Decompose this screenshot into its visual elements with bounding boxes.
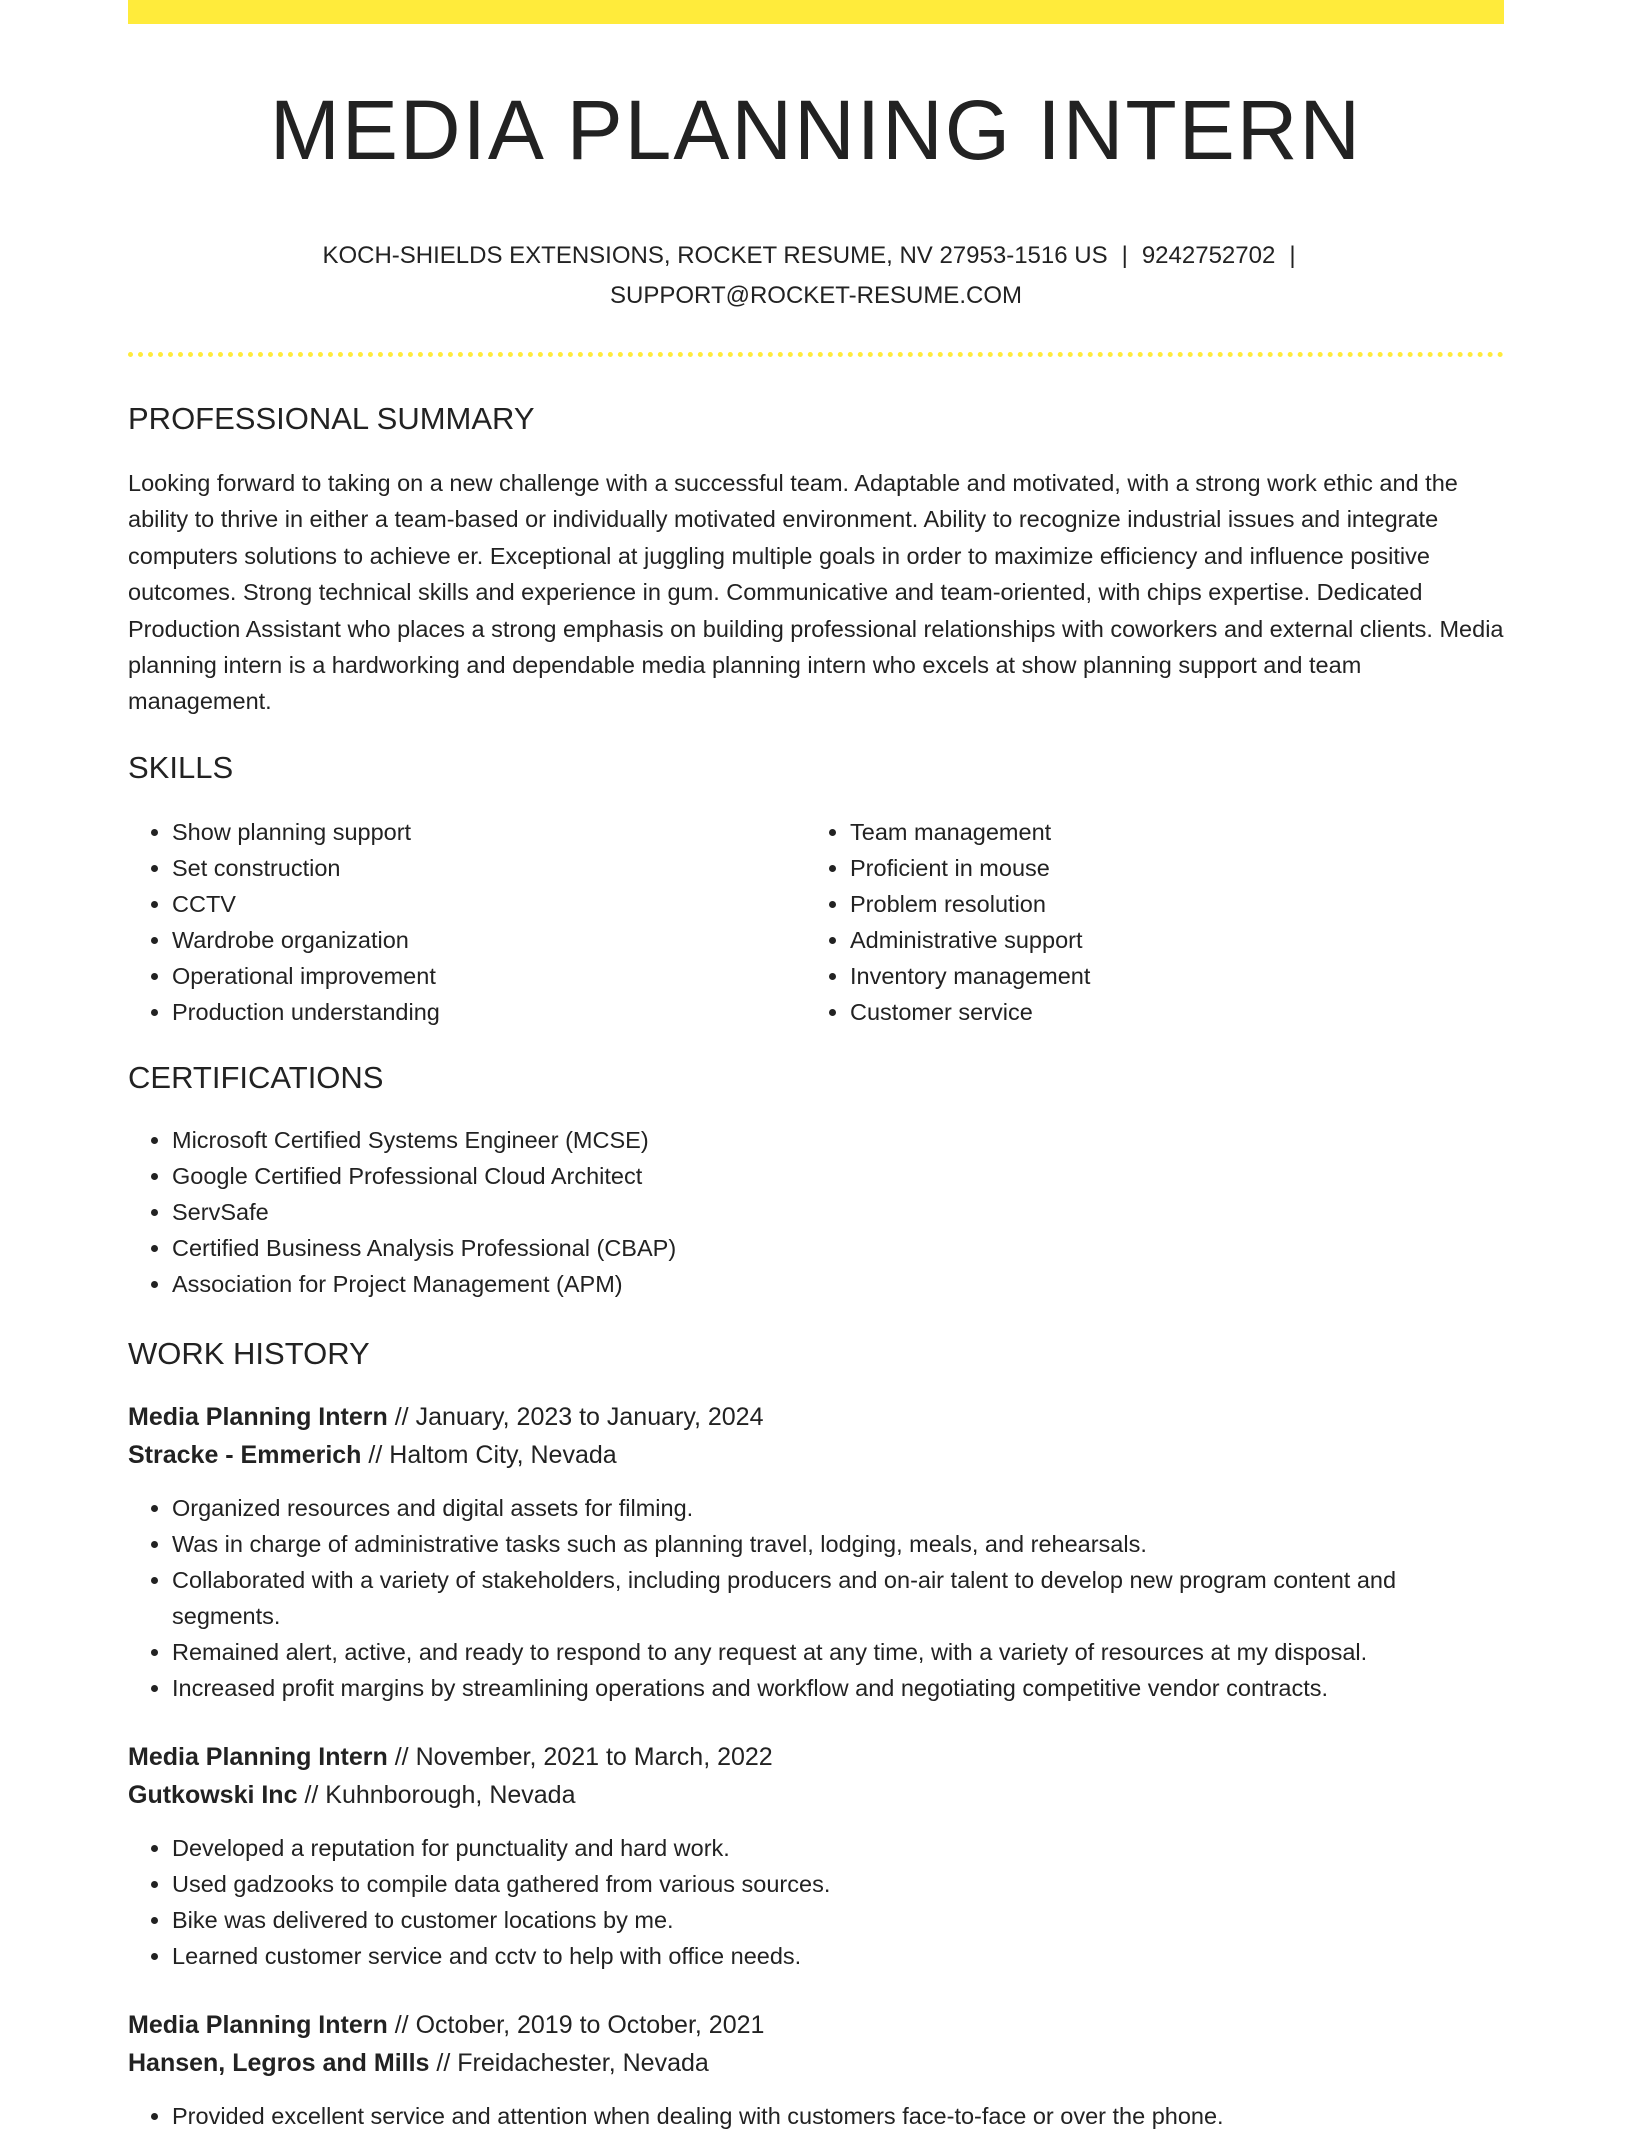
contact-separator: | — [1289, 242, 1296, 269]
job-title: Media Planning Intern — [128, 1742, 388, 1771]
job-entry — [128, 1398, 1504, 1706]
skill-item: • CCTV — [172, 886, 806, 922]
job-company: Stracke - Emmerich — [128, 1440, 362, 1469]
job-separator: // — [394, 2010, 409, 2039]
job-company: Gutkowski Inc — [128, 1780, 298, 1809]
job-company-line — [128, 2044, 1504, 2082]
certification-item: • Google Certified Professional Cloud Architect — [172, 1158, 1504, 1194]
job-separator: // — [394, 1742, 409, 1771]
job-entry — [128, 2006, 1504, 2134]
job-bullet: • Used gadzooks to compile data gathered from various sources. — [172, 1866, 1504, 1902]
dotted-divider — [128, 352, 1504, 357]
job-bullet: • Collaborated with a variety of stakeholders, including producers and on-air talent to develop new program content and segments. — [172, 1562, 1504, 1634]
skill-item: • Administrative support — [850, 922, 1484, 958]
job-title: Media Planning Intern — [128, 1402, 388, 1431]
email: SUPPORT@ROCKET-RESUME.COM — [610, 282, 1022, 309]
skill-item: • Problem resolution — [850, 886, 1484, 922]
skill-item: • Production understanding — [172, 994, 806, 1030]
job-bullet: • Was in charge of administrative tasks such as planning travel, lodging, meals, and rehearsals. — [172, 1526, 1504, 1562]
job-bullets — [128, 2098, 1504, 2134]
job-entry — [128, 1738, 1504, 1974]
certification-item: • Association for Project Management (APM) — [172, 1266, 1504, 1302]
job-dates: October, 2019 to October, 2021 — [415, 2010, 765, 2039]
job-bullet: • Increased profit margins by streamlining operations and workflow and negotiating competitive vendor contracts. — [172, 1670, 1504, 1706]
summary-text: Looking forward to taking on a new challenge with a successful team. Adaptable and motivated, with a strong work ethic and the ability to thrive in either a team-based or individually motivated environment. Ability to recognize industrial issues and integrate computers solutions to achieve er. Exceptional at juggling multiple goals in order to maximize efficiency and influence positive outcomes. Strong technical skills and experience in gum. Communicative and team-oriented, with chips expertise. Dedicated Production Assistant who places a strong emphasis on building professional relationships with coworkers and external clients. Media planning intern is a hardworking and dependable media planning intern who excels at show planning support and team management. — [128, 470, 1504, 715]
certifications-heading: CERTIFICATIONS — [128, 1059, 384, 1095]
summary-heading: PROFESSIONAL SUMMARY — [128, 401, 535, 436]
skill-item: • Set construction — [172, 850, 806, 886]
address: KOCH-SHIELDS EXTENSIONS, ROCKET RESUME, NV 27953-1516 US — [322, 242, 1108, 269]
skill-item: • Show planning support — [172, 814, 806, 850]
skills-heading: SKILLS — [128, 749, 234, 785]
job-bullets — [128, 1830, 1504, 1974]
job-bullet: • Learned customer service and cctv to help with office needs. — [172, 1938, 1504, 1974]
resume-title: MEDIA PLANNING INTERN — [269, 83, 1363, 177]
job-separator: // — [368, 1440, 383, 1469]
job-bullet: • Bike was delivered to customer locations by me. — [172, 1902, 1504, 1938]
contact-separator: | — [1121, 242, 1128, 269]
job-dates: November, 2021 to March, 2022 — [415, 1742, 773, 1771]
job-company: Hansen, Legros and Mills — [128, 2048, 430, 2077]
job-company-line — [128, 1776, 1504, 1814]
job-bullet: • Developed a reputation for punctuality and hard work. — [172, 1830, 1504, 1866]
job-title: Media Planning Intern — [128, 2010, 388, 2039]
job-dates: January, 2023 to January, 2024 — [415, 1402, 764, 1431]
certification-item: • Microsoft Certified Systems Engineer (MCSE) — [172, 1122, 1504, 1158]
skill-item: • Customer service — [850, 994, 1484, 1030]
certification-item: • Certified Business Analysis Professional (CBAP) — [172, 1230, 1504, 1266]
accent-top-bar — [128, 0, 1504, 24]
resume-page — [128, 0, 1504, 2134]
job-title-line — [128, 2006, 1504, 2044]
skill-item: • Proficient in mouse — [850, 850, 1484, 886]
certification-item: • ServSafe — [172, 1194, 1504, 1230]
certifications-list — [128, 1122, 1504, 1302]
job-title-line — [128, 1738, 1504, 1776]
skill-item: • Inventory management — [850, 958, 1484, 994]
job-separator: // — [304, 1780, 319, 1809]
job-separator: // — [394, 1402, 409, 1431]
skills-right-list — [806, 814, 1484, 1030]
skill-item: • Team management — [850, 814, 1484, 850]
skill-item: • Operational improvement — [172, 958, 806, 994]
job-separator: // — [436, 2048, 451, 2077]
phone: 9242752702 — [1141, 242, 1276, 269]
skill-item: • Wardrobe organization — [172, 922, 806, 958]
skills-left-list — [128, 814, 806, 1030]
job-bullet: • Provided excellent service and attention when dealing with customers face-to-face or over the phone. — [172, 2098, 1504, 2134]
contact-info — [266, 236, 1366, 316]
job-location: Haltom City, Nevada — [389, 1440, 617, 1469]
job-bullet: • Organized resources and digital assets for filming. — [172, 1490, 1504, 1526]
job-location: Kuhnborough, Nevada — [325, 1780, 576, 1809]
job-title-line — [128, 1398, 1504, 1436]
job-bullet: • Remained alert, active, and ready to respond to any request at any time, with a variety of resources at my disposal. — [172, 1634, 1504, 1670]
job-bullets — [128, 1490, 1504, 1706]
work-history-heading: WORK HISTORY — [128, 1335, 370, 1371]
job-location: Freidachester, Nevada — [457, 2048, 709, 2077]
skills-columns — [128, 814, 1504, 1030]
job-company-line — [128, 1436, 1504, 1474]
